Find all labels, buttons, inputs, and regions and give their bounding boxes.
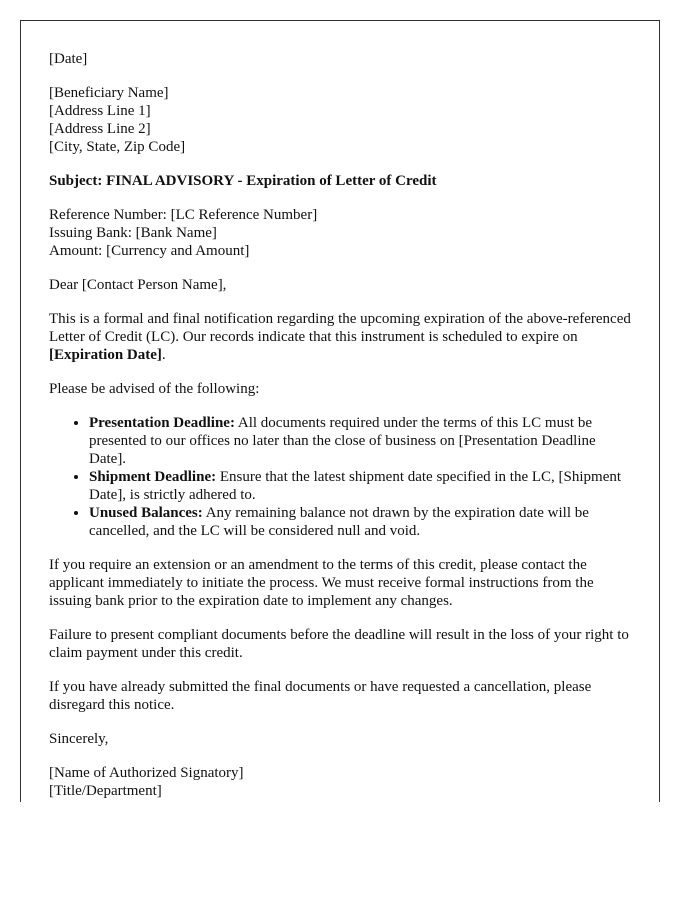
point-label: Shipment Deadline:	[89, 469, 217, 485]
recipient-address-line-1: [Address Line 1]	[49, 103, 151, 119]
point-label: Unused Balances:	[89, 505, 203, 521]
subject-text: Subject: FINAL ADVISORY - Expiration of Letter of Credit	[49, 173, 437, 189]
intro-paragraph	[49, 310, 631, 364]
issuing-bank: Issuing Bank: [Bank Name]	[49, 225, 217, 241]
advisory-points-list	[49, 414, 631, 540]
letter-page	[20, 20, 660, 802]
recipient-name: [Beneficiary Name]	[49, 85, 169, 101]
list-item	[89, 504, 631, 540]
subject-line	[49, 172, 631, 190]
reference-number: Reference Number: [LC Reference Number]	[49, 207, 318, 223]
failure-paragraph: Failure to present compliant documents before the deadline will result in the loss of your right to claim payment under this credit.	[49, 627, 629, 661]
point-text: All documents required under the terms of this LC must be presented to our offices no later than the close of business on [Presentation Deadline Date].	[89, 415, 596, 467]
expiration-date: [Expiration Date]	[49, 347, 162, 363]
recipient-address-line-2: [Address Line 2]	[49, 121, 151, 137]
letter-date: [Date]	[49, 51, 88, 67]
point-text: Ensure that the latest shipment date specified in the LC, [Shipment Date], is strictly adhered to.	[89, 469, 622, 503]
recipient-address	[49, 84, 631, 156]
salutation: Dear [Contact Person Name],	[49, 277, 227, 293]
closing: Sincerely,	[49, 731, 109, 747]
extension-paragraph: If you require an extension or an amendment to the terms of this credit, please contact the applicant immediately to initiate the process. We must receive formal instructions from the issuing bank prior to the expiration date to implement any changes.	[49, 557, 594, 609]
point-label: Presentation Deadline:	[89, 415, 235, 431]
signature-block	[49, 764, 631, 800]
point-text: Any remaining balance not drawn by the expiration date will be cancelled, and the LC will be considered null and void.	[89, 505, 589, 539]
list-item	[89, 468, 631, 504]
intro-text: This is a formal and final notification regarding the upcoming expiration of the above-referenced Letter of Credit (LC). Our records indicate that this instrument is scheduled to expire on	[49, 311, 631, 345]
amount: Amount: [Currency and Amount]	[49, 243, 250, 259]
list-item	[89, 414, 631, 468]
recipient-city-state-zip: [City, State, Zip Code]	[49, 139, 186, 155]
disregard-paragraph: If you have already submitted the final documents or have requested a cancellation, please disregard this notice.	[49, 679, 592, 713]
advised-lead: Please be advised of the following:	[49, 381, 260, 397]
intro-end: .	[161, 347, 166, 363]
reference-details	[49, 206, 631, 260]
signatory-name: [Name of Authorized Signatory]	[49, 765, 244, 781]
signatory-title: [Title/Department]	[49, 783, 162, 799]
